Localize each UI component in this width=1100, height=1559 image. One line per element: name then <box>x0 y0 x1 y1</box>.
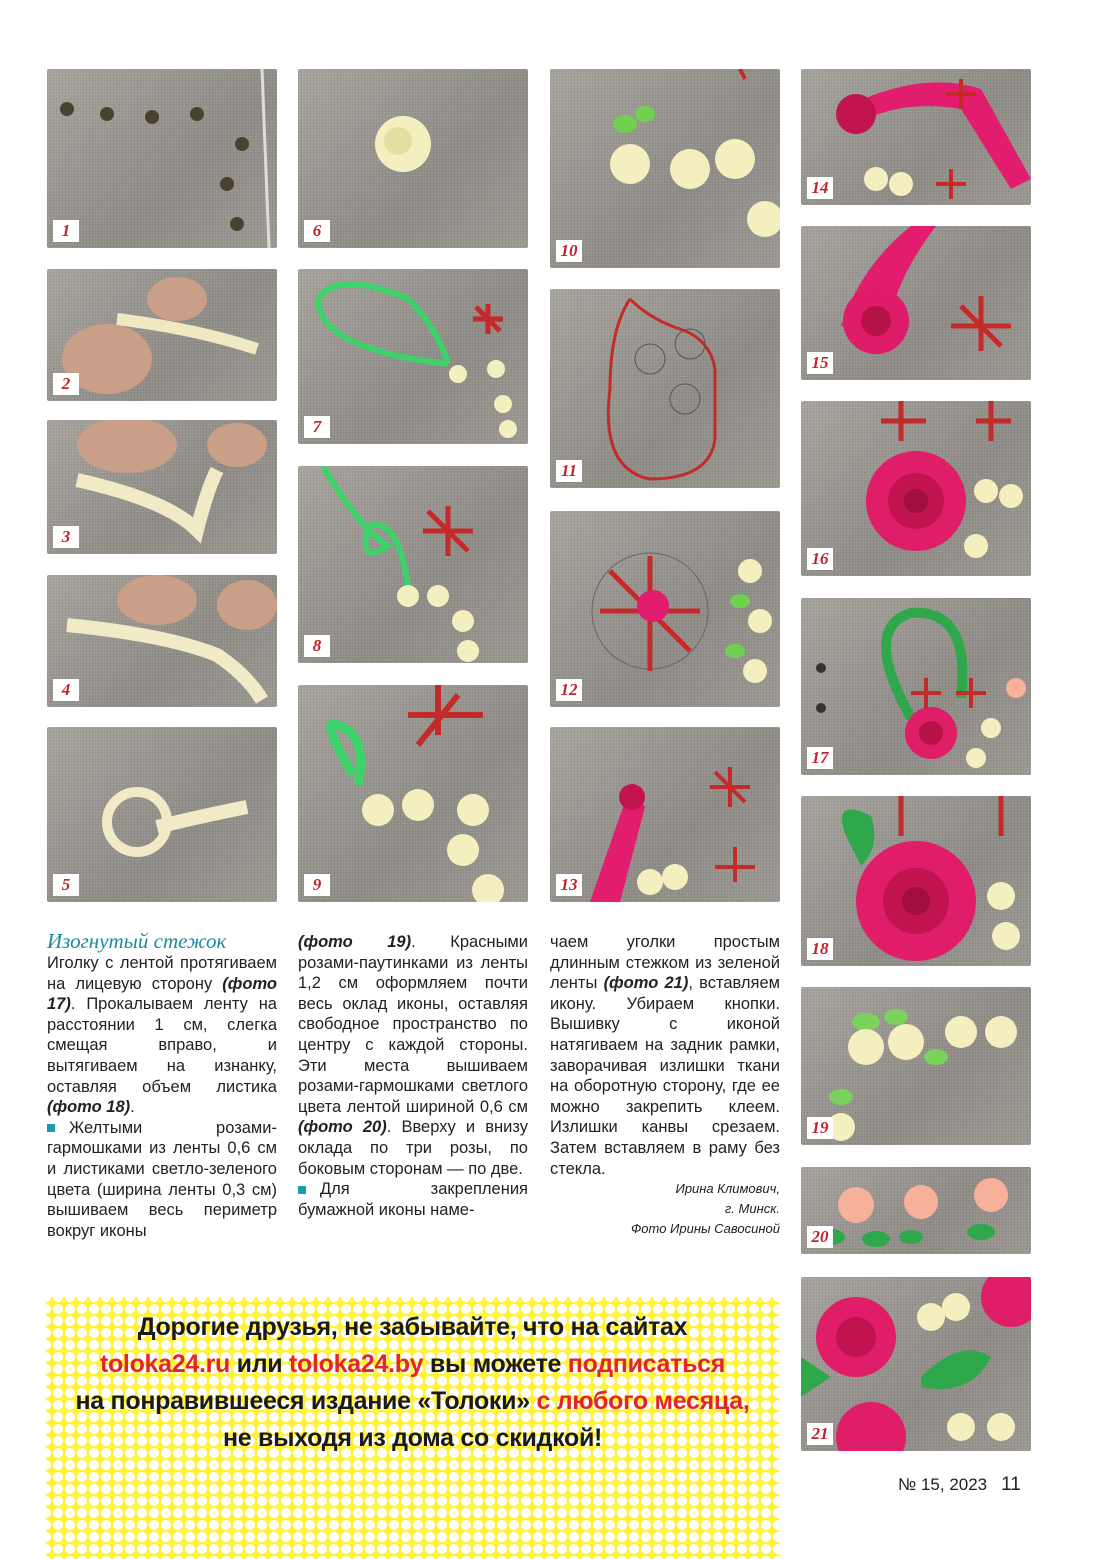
article-column-3 <box>550 932 780 1239</box>
photo-1 <box>47 69 277 248</box>
photo-number: 15 <box>807 352 833 374</box>
photo-11 <box>550 289 780 488</box>
author: Ирина Климович, <box>675 1181 780 1197</box>
photo-number: 16 <box>807 548 833 570</box>
paragraph: Иголку с лентой протягиваем на лицевую сторону (фото 17). Прокалываем ленту на расстоянии 1 см, слегка смещая вправо, и вытягиваем на изнанку, оставляя объем листика (фото 18). <box>47 954 277 1117</box>
promo-banner <box>46 1297 779 1509</box>
photo-number: 5 <box>53 874 79 896</box>
banner-line-2: toloka24.ru или toloka24.by вы можете подписаться <box>99 1350 726 1378</box>
photo-number: 19 <box>807 1117 833 1139</box>
site-link-ru[interactable]: toloka24.ru <box>99 1350 231 1378</box>
banner-line-4: не выходя из дома со скидкой! <box>222 1424 603 1452</box>
photo-8 <box>298 466 528 663</box>
photo-9 <box>298 685 528 902</box>
photo-number: 21 <box>807 1423 833 1445</box>
photo-number: 6 <box>304 220 330 242</box>
paragraph: (фото 19). Красными розами-паутинками из ленты 1,2 см оформляем почти весь оклад иконы, оставляя свободное пространство по центру с каждой стороны. Эти места вышиваем розами-гармошками светлого цвета лентой шириной 0,6 см (фото 20). Вверху и внизу оклада по три розы, по боковым сторонам — по две. <box>298 933 528 1178</box>
photo-number: 7 <box>304 416 330 438</box>
photo-number: 18 <box>807 938 833 960</box>
photo-number: 2 <box>53 373 79 395</box>
photo-number: 10 <box>556 240 582 262</box>
photo-17 <box>801 598 1031 775</box>
photo-20 <box>801 1167 1031 1254</box>
site-link-by[interactable]: toloka24.by <box>289 1350 424 1378</box>
bullet-icon <box>298 1186 306 1194</box>
photo-number: 3 <box>53 526 79 548</box>
photo-19 <box>801 987 1031 1145</box>
paragraph: чаем уголки простым длинным стежком из зеленой ленты (фото 21), вставляем икону. Убираем кнопки. Вышивку с иконой натягиваем на задник рамки, заворачивая излишки ткани на оборотную сторону, где ее можно закрепить клеем. Излишки канвы срезаем. Затем вставляем в раму без стекла. <box>550 933 780 1178</box>
photo-6 <box>298 69 528 248</box>
photo-number: 9 <box>304 874 330 896</box>
photo-15 <box>801 226 1031 380</box>
photo-5 <box>47 727 277 902</box>
page-number: 11 <box>1001 1474 1021 1495</box>
photo-number: 12 <box>556 679 582 701</box>
banner-line-3: на понравившееся издание «Толоки» с любого месяца, <box>75 1387 750 1415</box>
photo-number: 17 <box>807 747 833 769</box>
photo-number: 4 <box>53 679 79 701</box>
photo-3 <box>47 420 277 554</box>
photo-21 <box>801 1277 1031 1451</box>
photo-14 <box>801 69 1031 205</box>
photo-credit: Фото Ирины Савосиной <box>630 1221 780 1237</box>
photo-16 <box>801 401 1031 576</box>
city: г. Минск. <box>724 1201 780 1217</box>
photo-number: 11 <box>556 460 582 482</box>
photo-12 <box>550 511 780 707</box>
paragraph: Для закрепления бумажной иконы наме- <box>298 1180 528 1219</box>
photo-number: 14 <box>807 177 833 199</box>
photo-4 <box>47 575 277 707</box>
photo-18 <box>801 796 1031 966</box>
photo-number: 8 <box>304 635 330 657</box>
photo-2 <box>47 269 277 401</box>
paragraph: Желтыми розами-гармошками из ленты 0,6 см и листиками светло-зеленого цвета (ширина ленты 0,3 см) вышиваем весь периметр вокруг иконы <box>47 1118 277 1240</box>
article-column-2 <box>298 932 528 1220</box>
issue-number: № 15, 2023 <box>898 1475 988 1494</box>
photo-7 <box>298 269 528 444</box>
photo-number: 13 <box>556 874 582 896</box>
photo-number: 20 <box>807 1226 833 1248</box>
banner-line-1: Дорогие друзья, не забывайте, что на сайтах <box>137 1313 688 1341</box>
photo-10 <box>550 69 780 268</box>
photo-number: 1 <box>53 220 79 242</box>
section-heading: Изогнутый стежок <box>47 929 227 953</box>
page-footer <box>898 1474 1021 1496</box>
article-column-1 <box>47 929 277 1241</box>
bullet-icon <box>47 1124 55 1132</box>
photo-13 <box>550 727 780 902</box>
